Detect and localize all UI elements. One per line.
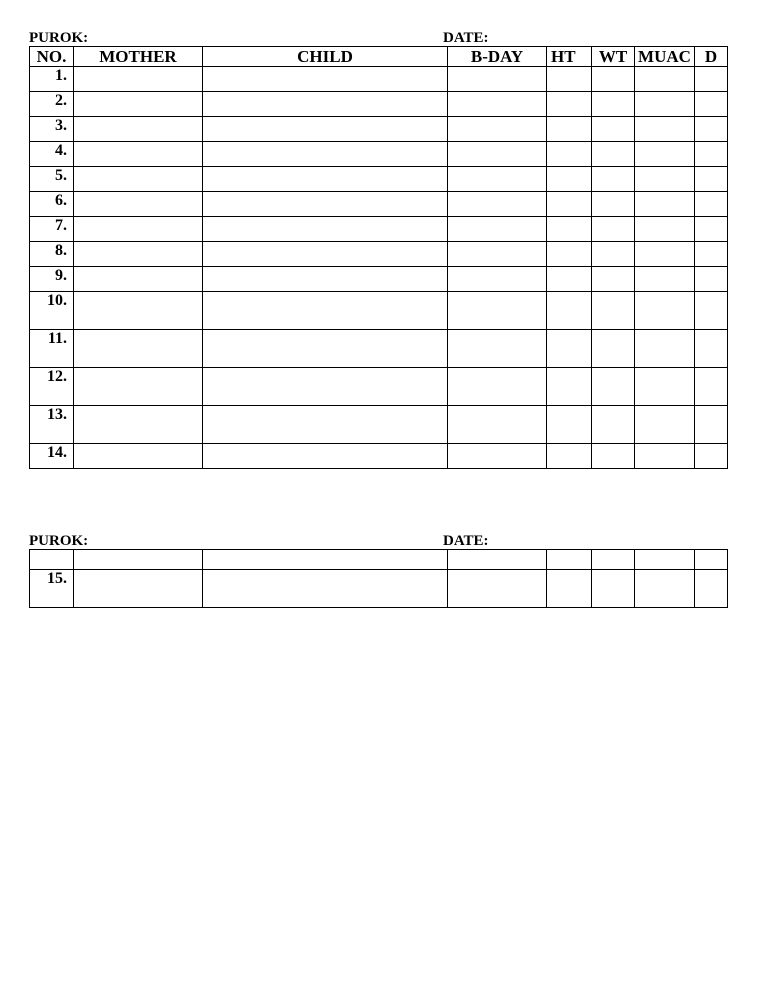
row-number: 3. — [30, 117, 74, 142]
cell-d[interactable] — [695, 67, 728, 92]
column-header-d: D — [695, 47, 728, 67]
cell-ht[interactable] — [547, 117, 592, 142]
cell-mother[interactable] — [74, 142, 203, 167]
row-number — [30, 550, 74, 570]
table-row — [30, 217, 728, 242]
table-row — [30, 267, 728, 292]
cell-mother[interactable] — [74, 67, 203, 92]
table-row — [30, 330, 728, 368]
cell-d[interactable] — [695, 406, 728, 444]
roster-body — [30, 67, 728, 469]
cell-muac[interactable] — [635, 550, 695, 570]
row-number: 7. — [30, 217, 74, 242]
cell-muac[interactable] — [635, 192, 695, 217]
row-number: 6. — [30, 192, 74, 217]
table-row — [30, 92, 728, 117]
cell-child[interactable] — [203, 167, 448, 192]
table-row — [30, 550, 728, 570]
cell-mother[interactable] — [74, 444, 203, 469]
cell-wt[interactable] — [592, 570, 635, 608]
row-number: 8. — [30, 242, 74, 267]
cell-ht[interactable] — [547, 570, 592, 608]
table-row — [30, 67, 728, 92]
cell-d[interactable] — [695, 242, 728, 267]
cell-bday[interactable] — [448, 117, 547, 142]
cell-bday[interactable] — [448, 167, 547, 192]
cell-d[interactable] — [695, 292, 728, 330]
column-header-wt: WT — [592, 47, 635, 67]
table-row — [30, 167, 728, 192]
row-number: 11. — [30, 330, 74, 368]
cell-ht[interactable] — [547, 217, 592, 242]
table-row — [30, 368, 728, 406]
cell-d[interactable] — [695, 117, 728, 142]
date-blank-line[interactable] — [489, 32, 608, 47]
roster-table — [29, 46, 728, 469]
cell-child[interactable] — [203, 242, 448, 267]
table-row — [30, 570, 728, 608]
cell-ht[interactable] — [547, 444, 592, 469]
form-header — [29, 532, 727, 550]
cell-child[interactable] — [203, 550, 448, 570]
cell-ht[interactable] — [547, 92, 592, 117]
cell-muac[interactable] — [635, 217, 695, 242]
cell-child[interactable] — [203, 217, 448, 242]
cell-ht[interactable] — [547, 550, 592, 570]
cell-muac[interactable] — [635, 368, 695, 406]
row-number: 10. — [30, 292, 74, 330]
cell-wt[interactable] — [592, 292, 635, 330]
cell-d[interactable] — [695, 217, 728, 242]
cell-mother[interactable] — [74, 570, 203, 608]
cell-mother[interactable] — [74, 167, 203, 192]
purok-blank-line[interactable] — [88, 32, 244, 47]
cell-wt[interactable] — [592, 67, 635, 92]
cell-d[interactable] — [695, 142, 728, 167]
row-number: 9. — [30, 267, 74, 292]
cell-ht[interactable] — [547, 368, 592, 406]
cell-bday[interactable] — [448, 330, 547, 368]
table-row — [30, 192, 728, 217]
cell-wt[interactable] — [592, 406, 635, 444]
cell-mother[interactable] — [74, 550, 203, 570]
cell-wt[interactable] — [592, 267, 635, 292]
cell-wt[interactable] — [592, 217, 635, 242]
column-header-mother: MOTHER — [74, 47, 203, 67]
row-number: 13. — [30, 406, 74, 444]
column-header-muac: MUAC — [635, 47, 695, 67]
cell-mother[interactable] — [74, 242, 203, 267]
table-row — [30, 242, 728, 267]
cell-mother[interactable] — [74, 117, 203, 142]
cell-child[interactable] — [203, 67, 448, 92]
table-header-row — [30, 47, 728, 67]
row-number: 1. — [30, 67, 74, 92]
date-blank-line[interactable] — [489, 535, 608, 550]
cell-muac[interactable] — [635, 92, 695, 117]
cell-muac[interactable] — [635, 292, 695, 330]
cell-d[interactable] — [695, 192, 728, 217]
cell-wt[interactable] — [592, 117, 635, 142]
cell-wt[interactable] — [592, 368, 635, 406]
date-field — [443, 532, 608, 550]
cell-muac[interactable] — [635, 406, 695, 444]
cell-ht[interactable] — [547, 192, 592, 217]
cell-bday[interactable] — [448, 242, 547, 267]
cell-child[interactable] — [203, 142, 448, 167]
cell-child[interactable] — [203, 444, 448, 469]
cell-child[interactable] — [203, 570, 448, 608]
column-header-bday: B-DAY — [448, 47, 547, 67]
cell-d[interactable] — [695, 330, 728, 368]
cell-bday[interactable] — [448, 444, 547, 469]
cell-wt[interactable] — [592, 330, 635, 368]
cell-d[interactable] — [695, 267, 728, 292]
cell-bday[interactable] — [448, 67, 547, 92]
cell-child[interactable] — [203, 330, 448, 368]
row-number: 4. — [30, 142, 74, 167]
cell-muac[interactable] — [635, 117, 695, 142]
cell-wt[interactable] — [592, 242, 635, 267]
table-row — [30, 444, 728, 469]
cell-child[interactable] — [203, 92, 448, 117]
cell-bday[interactable] — [448, 550, 547, 570]
cell-d[interactable] — [695, 550, 728, 570]
date-field — [443, 29, 608, 47]
cell-ht[interactable] — [547, 267, 592, 292]
cell-mother[interactable] — [74, 192, 203, 217]
cell-mother[interactable] — [74, 406, 203, 444]
cell-muac[interactable] — [635, 267, 695, 292]
row-number: 15. — [30, 570, 74, 608]
cell-bday[interactable] — [448, 92, 547, 117]
cell-muac[interactable] — [635, 444, 695, 469]
row-number: 5. — [30, 167, 74, 192]
date-label: DATE: — [443, 30, 489, 46]
cell-wt[interactable] — [592, 444, 635, 469]
date-label: DATE: — [443, 533, 489, 549]
cell-muac[interactable] — [635, 570, 695, 608]
roster-body — [30, 550, 728, 608]
cell-d[interactable] — [695, 167, 728, 192]
cell-child[interactable] — [203, 368, 448, 406]
cell-ht[interactable] — [547, 330, 592, 368]
cell-bday[interactable] — [448, 192, 547, 217]
table-row — [30, 117, 728, 142]
cell-muac[interactable] — [635, 167, 695, 192]
cell-muac[interactable] — [635, 330, 695, 368]
cell-wt[interactable] — [592, 92, 635, 117]
cell-child[interactable] — [203, 406, 448, 444]
cell-bday[interactable] — [448, 142, 547, 167]
cell-child[interactable] — [203, 292, 448, 330]
cell-child[interactable] — [203, 192, 448, 217]
purok-field — [29, 29, 244, 47]
cell-mother[interactable] — [74, 368, 203, 406]
cell-d[interactable] — [695, 92, 728, 117]
cell-muac[interactable] — [635, 242, 695, 267]
cell-mother[interactable] — [74, 92, 203, 117]
column-header-child: CHILD — [203, 47, 448, 67]
cell-d[interactable] — [695, 570, 728, 608]
cell-bday[interactable] — [448, 368, 547, 406]
cell-muac[interactable] — [635, 67, 695, 92]
column-header-no: NO. — [30, 47, 74, 67]
cell-muac[interactable] — [635, 142, 695, 167]
cell-mother[interactable] — [74, 330, 203, 368]
roster-table-continued — [29, 549, 728, 608]
cell-ht[interactable] — [547, 242, 592, 267]
table-row — [30, 292, 728, 330]
cell-ht[interactable] — [547, 167, 592, 192]
row-number: 12. — [30, 368, 74, 406]
cell-bday[interactable] — [448, 406, 547, 444]
cell-bday[interactable] — [448, 570, 547, 608]
cell-bday[interactable] — [448, 292, 547, 330]
cell-wt[interactable] — [592, 142, 635, 167]
cell-d[interactable] — [695, 368, 728, 406]
table-row — [30, 406, 728, 444]
cell-wt[interactable] — [592, 550, 635, 570]
row-number: 2. — [30, 92, 74, 117]
purok-label: PUROK: — [29, 533, 89, 549]
cell-wt[interactable] — [592, 192, 635, 217]
cell-ht[interactable] — [547, 406, 592, 444]
cell-ht[interactable] — [547, 67, 592, 92]
cell-bday[interactable] — [448, 217, 547, 242]
column-header-ht: HT — [547, 47, 592, 67]
cell-mother[interactable] — [74, 217, 203, 242]
cell-wt[interactable] — [592, 167, 635, 192]
cell-bday[interactable] — [448, 267, 547, 292]
form-header — [29, 29, 727, 47]
table-row — [30, 142, 728, 167]
cell-d[interactable] — [695, 444, 728, 469]
cell-child[interactable] — [203, 117, 448, 142]
purok-blank-line[interactable] — [88, 535, 244, 550]
row-number: 14. — [30, 444, 74, 469]
cell-mother[interactable] — [74, 267, 203, 292]
cell-ht[interactable] — [547, 142, 592, 167]
cell-ht[interactable] — [547, 292, 592, 330]
purok-field — [29, 532, 244, 550]
cell-child[interactable] — [203, 267, 448, 292]
purok-label: PUROK: — [29, 30, 89, 46]
cell-mother[interactable] — [74, 292, 203, 330]
